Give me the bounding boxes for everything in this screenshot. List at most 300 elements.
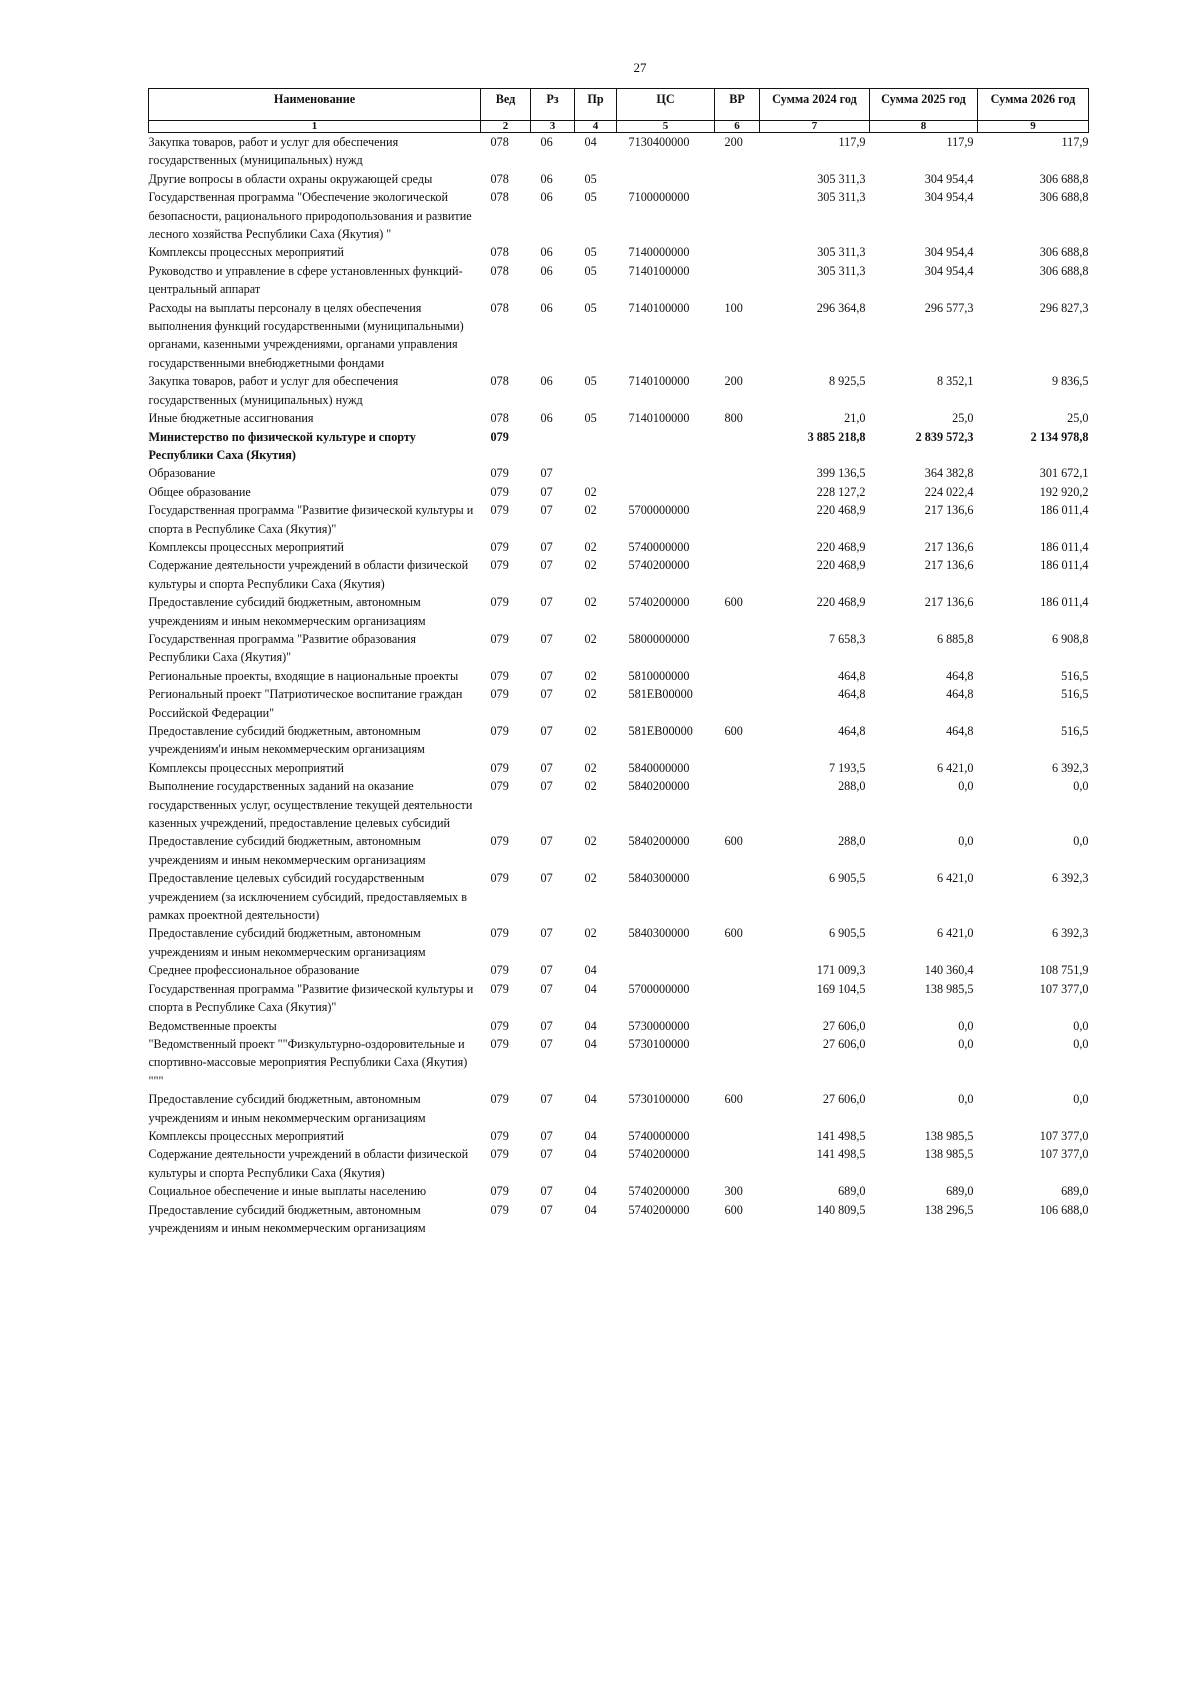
cell-sum-2026: 6 908,8 [1051, 631, 1089, 646]
cell-sum-2025: 364 382,8 [924, 466, 974, 481]
cell-sum-2025: 25,0 [952, 411, 974, 426]
table-row [149, 869, 1089, 924]
cell-cs: 5730100000 [628, 1036, 690, 1051]
header-ved: Вед [481, 89, 531, 121]
table-row [149, 1035, 1089, 1090]
cell-name: Закупка товаров, работ и услуг для обеспечения государственных (муниципальных) нужд [148, 374, 399, 407]
cell-name: Другие вопросы в области охраны окружающей среды [148, 171, 433, 186]
cell-sum-2024: 305 311,3 [817, 245, 866, 260]
cell-vr [715, 1017, 760, 1035]
budget-table [148, 88, 1089, 1237]
cell-cs: 7140000000 [628, 245, 690, 260]
budget-table-container [148, 88, 1088, 1237]
table-row [149, 538, 1089, 556]
column-number: 6 [715, 121, 760, 133]
cell-sum-2025: 304 954,4 [924, 263, 974, 278]
cell-sum-2024: 464,8 [838, 668, 866, 683]
cell-rz: 07 [540, 668, 553, 683]
header-pr: Пр [575, 89, 617, 121]
cell-cs: 5840000000 [628, 760, 690, 775]
cell-sum-2025: 464,8 [946, 668, 974, 683]
cell-name: Предоставление субсидий бюджетным, автономным учреждениям и иным некоммерческим организациям [148, 595, 426, 628]
cell-sum-2024: 228 127,2 [816, 484, 866, 499]
table-row [149, 980, 1089, 1017]
table-row [149, 961, 1089, 979]
cell-pr: 05 [584, 374, 597, 389]
cell-vr [715, 1127, 760, 1145]
cell-cs: 7140100000 [628, 374, 690, 389]
cell-pr: 02 [584, 779, 597, 794]
cell-rz: 07 [540, 1092, 553, 1107]
cell-name: Государственная программа "Развитие образования Республики Саха (Якутия)" [148, 631, 416, 665]
cell-sum-2026: 0,0 [1073, 1018, 1089, 1033]
cell-sum-2025: 140 360,4 [924, 963, 974, 978]
cell-name: Выполнение государственных заданий на оказание государственных услуг, осуществление текущей деятельности казенных учреждений, предоставление целевых субсидий [148, 779, 473, 831]
table-row [149, 188, 1089, 243]
table-row [149, 299, 1089, 373]
cell-sum-2024: 689,0 [838, 1184, 866, 1199]
cell-name: Расходы на выплаты персоналу в целях обеспечения выполнения функций государственными (муниципальными) органами, казенными учреждениями, органами управления государственными внебюджетными фондами [148, 300, 464, 370]
cell-ved: 079 [490, 1147, 509, 1162]
cell-ved: 079 [490, 871, 509, 886]
table-row [149, 722, 1089, 759]
cell-ved: 079 [490, 981, 509, 996]
cell-rz: 07 [540, 539, 553, 554]
cell-sum-2025: 138 985,5 [924, 981, 974, 996]
cell-sum-2025: 464,8 [946, 724, 974, 738]
header-cs: ЦС [617, 89, 715, 121]
cell-vr [715, 556, 760, 593]
cell-sum-2026: 306 688,8 [1039, 190, 1089, 205]
column-number: 3 [531, 121, 575, 133]
table-row [149, 170, 1089, 188]
table-header [149, 89, 1089, 133]
cell-sum-2025: 0,0 [958, 1018, 974, 1033]
cell-sum-2026: 516,5 [1061, 687, 1089, 702]
cell-pr: 04 [584, 1147, 597, 1162]
cell-ved: 078 [490, 190, 509, 205]
cell-rz: 07 [540, 1202, 553, 1217]
cell-cs [617, 428, 715, 465]
cell-rz: 06 [540, 300, 553, 315]
cell-cs: 5740200000 [628, 595, 690, 610]
table-row [149, 501, 1089, 538]
cell-pr: 02 [584, 503, 597, 518]
cell-cs: 5800000000 [628, 631, 690, 646]
cell-ved: 079 [490, 631, 509, 646]
cell-vr: 600 [724, 834, 743, 849]
cell-name: Иные бюджетные ассигнования [148, 411, 314, 426]
table-row [149, 243, 1089, 261]
cell-vr [715, 483, 760, 501]
cell-sum-2026: 516,5 [1061, 668, 1089, 683]
cell-rz: 06 [540, 263, 553, 278]
cell-ved: 078 [490, 411, 509, 426]
cell-sum-2024: 305 311,3 [817, 190, 866, 205]
cell-sum-2025: 689,0 [946, 1184, 974, 1199]
cell-sum-2026: 0,0 [1073, 834, 1089, 849]
cell-sum-2025: 138 296,5 [924, 1202, 974, 1217]
cell-ved: 079 [490, 926, 509, 941]
cell-pr: 04 [584, 1202, 597, 1217]
cell-pr: 05 [584, 190, 597, 205]
table-row [149, 483, 1089, 501]
cell-rz: 07 [540, 779, 553, 794]
cell-sum-2026: 296 827,3 [1039, 300, 1089, 315]
cell-cs: 7140100000 [628, 411, 690, 426]
cell-rz: 07 [540, 760, 553, 775]
cell-vr [715, 685, 760, 722]
cell-pr: 02 [584, 539, 597, 554]
table-body [149, 133, 1089, 1238]
cell-sum-2024: 6 905,5 [828, 871, 866, 886]
cell-pr: 04 [584, 963, 597, 978]
cell-ved: 078 [490, 374, 509, 389]
table-row [149, 832, 1089, 869]
cell-sum-2026: 306 688,8 [1039, 245, 1089, 260]
table-row [149, 593, 1089, 630]
cell-cs: 5840200000 [628, 779, 690, 794]
cell-sum-2024: 220 468,9 [816, 503, 866, 518]
cell-vr [715, 759, 760, 777]
cell-vr [715, 538, 760, 556]
cell-vr: 600 [724, 595, 743, 610]
cell-name: Государственная программа "Обеспечение экологической безопасности, рационального природопользования и развитие лесного хозяйства Республики Саха (Якутия) " [148, 190, 472, 242]
cell-cs: 5840200000 [628, 834, 690, 849]
cell-pr: 04 [584, 1128, 597, 1143]
header-name: Наименование [149, 89, 481, 121]
cell-rz: 07 [540, 1018, 553, 1033]
cell-sum-2025: 464,8 [946, 687, 974, 702]
cell-vr [715, 262, 760, 299]
table-row [149, 133, 1089, 170]
cell-vr [715, 428, 760, 465]
cell-sum-2026: 106 688,0 [1039, 1202, 1089, 1217]
cell-rz: 07 [540, 1036, 553, 1051]
cell-sum-2024: 464,8 [838, 724, 866, 738]
cell-pr: 04 [584, 135, 597, 149]
cell-vr [715, 1145, 760, 1182]
table-row [149, 409, 1089, 427]
cell-ved: 079 [490, 1092, 509, 1107]
cell-rz: 07 [540, 595, 553, 610]
cell-sum-2025: 138 985,5 [924, 1128, 974, 1143]
cell-sum-2026: 301 672,1 [1039, 466, 1089, 481]
cell-ved: 079 [490, 1018, 509, 1033]
table-row [149, 630, 1089, 667]
cell-ved: 079 [490, 1036, 509, 1051]
cell-pr: 02 [584, 871, 597, 886]
cell-vr: 100 [724, 300, 743, 315]
cell-sum-2026: 6 392,3 [1051, 926, 1089, 941]
cell-vr [715, 188, 760, 243]
cell-sum-2026: 25,0 [1067, 411, 1089, 426]
cell-name: Общее образование [148, 484, 251, 499]
cell-rz: 06 [540, 135, 553, 149]
header-sum-2025: Сумма 2025 год [870, 89, 978, 121]
cell-vr [715, 170, 760, 188]
table-row [149, 924, 1089, 961]
cell-vr [715, 501, 760, 538]
cell-rz: 06 [540, 374, 553, 389]
cell-ved: 079 [490, 466, 509, 481]
cell-ved: 079 [490, 558, 509, 573]
cell-pr: 02 [584, 558, 597, 573]
cell-name: Среднее профессиональное образование [148, 963, 360, 978]
cell-rz: 06 [540, 411, 553, 426]
cell-ved: 079 [490, 963, 509, 978]
cell-name: Предоставление субсидий бюджетным, автономным учреждениям и иным некоммерческим организациям [148, 834, 426, 867]
cell-vr: 300 [724, 1184, 743, 1199]
cell-cs: 7140100000 [628, 263, 690, 278]
cell-sum-2024: 3 885 218,8 [807, 429, 866, 444]
column-number: 9 [978, 121, 1089, 133]
cell-ved: 079 [490, 779, 509, 794]
cell-sum-2024: 21,0 [844, 411, 866, 426]
cell-cs: 5840300000 [628, 926, 690, 941]
cell-sum-2026: 2 134 978,8 [1030, 429, 1089, 444]
cell-ved: 078 [490, 135, 509, 149]
cell-ved: 078 [490, 300, 509, 315]
cell-cs: 5740200000 [628, 1147, 690, 1162]
cell-name: Руководство и управление в сфере установленных функций-центральный аппарат [148, 263, 463, 297]
table-row [149, 1201, 1089, 1238]
cell-sum-2024: 140 809,5 [816, 1202, 866, 1217]
cell-sum-2024: 399 136,5 [816, 466, 866, 481]
cell-cs: 7100000000 [628, 190, 690, 205]
cell-vr [715, 464, 760, 482]
cell-ved: 078 [490, 245, 509, 260]
cell-rz: 06 [540, 171, 553, 186]
cell-ved: 079 [490, 668, 509, 683]
cell-name: Содержание деятельности учреждений в области физической культуры и спорта Республики Саха (Якутия) [148, 558, 469, 591]
cell-vr [715, 630, 760, 667]
cell-rz: 07 [540, 834, 553, 849]
cell-pr: 04 [584, 1036, 597, 1051]
cell-pr: 05 [584, 300, 597, 315]
cell-sum-2026: 186 011,4 [1040, 503, 1089, 518]
cell-name: Комплексы процессных мероприятий [148, 1128, 344, 1143]
cell-rz: 07 [540, 926, 553, 941]
cell-name: Министерство по физической культуре и спорту Республики Саха (Якутия) [148, 429, 416, 462]
cell-sum-2024: 27 606,0 [822, 1036, 866, 1051]
cell-sum-2026: 516,5 [1061, 724, 1089, 738]
cell-pr: 02 [584, 724, 597, 738]
cell-sum-2025: 224 022,4 [924, 484, 974, 499]
cell-rz: 07 [540, 631, 553, 646]
cell-cs: 581EB00000 [628, 724, 693, 738]
cell-sum-2026: 107 377,0 [1039, 981, 1089, 996]
cell-sum-2025: 0,0 [958, 1036, 974, 1051]
cell-name: Региональный проект "Патриотическое воспитание граждан Российской Федерации" [148, 687, 463, 720]
cell-rz: 07 [540, 466, 553, 481]
table-row [149, 1017, 1089, 1035]
cell-vr [715, 1035, 760, 1090]
table-row [149, 1145, 1089, 1182]
cell-sum-2025: 8 352,1 [936, 374, 974, 389]
cell-ved: 078 [490, 171, 509, 186]
cell-ved: 079 [490, 834, 509, 849]
table-row [149, 262, 1089, 299]
cell-cs: 5810000000 [628, 668, 690, 683]
cell-name: Государственная программа "Развитие физической культуры и спорта в Республике Саха (Якутия)" [148, 981, 474, 1015]
cell-ved: 079 [490, 760, 509, 775]
cell-pr: 04 [584, 1184, 597, 1199]
cell-sum-2025: 138 985,5 [924, 1147, 974, 1162]
cell-cs: 5700000000 [628, 981, 690, 996]
cell-ved: 079 [490, 1128, 509, 1143]
header-sum-2026: Сумма 2026 год [978, 89, 1089, 121]
cell-sum-2024: 7 193,5 [828, 760, 866, 775]
column-number: 8 [870, 121, 978, 133]
cell-name: Ведомственные проекты [148, 1018, 277, 1033]
cell-sum-2024: 117,9 [838, 135, 866, 149]
cell-vr [715, 667, 760, 685]
cell-rz: 07 [540, 503, 553, 518]
cell-sum-2025: 304 954,4 [924, 190, 974, 205]
cell-sum-2025: 117,9 [946, 135, 974, 149]
cell-rz: 07 [540, 1147, 553, 1162]
column-number: 7 [760, 121, 870, 133]
cell-sum-2026: 0,0 [1073, 1092, 1089, 1107]
cell-vr: 800 [724, 411, 743, 426]
header-sum-2024: Сумма 2024 год [760, 89, 870, 121]
cell-vr: 200 [724, 374, 743, 389]
cell-ved: 078 [490, 263, 509, 278]
cell-name: Социальное обеспечение и иные выплаты населению [148, 1184, 427, 1199]
cell-sum-2025: 6 421,0 [936, 926, 974, 941]
cell-ved: 079 [490, 539, 509, 554]
cell-sum-2026: 186 011,4 [1040, 595, 1089, 610]
cell-sum-2025: 6 421,0 [936, 760, 974, 775]
cell-name: Содержание деятельности учреждений в области физической культуры и спорта Республики Саха (Якутия) [148, 1147, 469, 1180]
cell-pr: 02 [584, 760, 597, 775]
table-row [149, 1182, 1089, 1200]
cell-cs: 5740200000 [628, 1184, 690, 1199]
cell-cs: 5740000000 [628, 1128, 690, 1143]
cell-rz: 07 [540, 724, 553, 738]
cell-pr: 02 [584, 631, 597, 646]
cell-sum-2025: 0,0 [958, 834, 974, 849]
cell-rz: 07 [540, 981, 553, 996]
cell-rz: 07 [540, 687, 553, 702]
cell-sum-2024: 27 606,0 [822, 1092, 866, 1107]
header-rz: Рз [531, 89, 575, 121]
cell-vr: 600 [724, 1092, 743, 1107]
cell-sum-2025: 6 885,8 [936, 631, 974, 646]
cell-ved: 079 [490, 484, 509, 499]
cell-name: Комплексы процессных мероприятий [148, 539, 344, 554]
cell-pr: 02 [584, 484, 597, 499]
cell-sum-2025: 304 954,4 [924, 245, 974, 260]
cell-rz: 06 [540, 190, 553, 205]
cell-ved: 079 [490, 1202, 509, 1217]
table-row [149, 1127, 1089, 1145]
cell-sum-2024: 171 009,3 [816, 963, 866, 978]
table-row [149, 685, 1089, 722]
cell-vr: 600 [724, 724, 743, 738]
cell-sum-2025: 217 136,6 [924, 558, 974, 573]
cell-sum-2025: 217 136,6 [924, 539, 974, 554]
cell-sum-2025: 6 421,0 [936, 871, 974, 886]
cell-name: Государственная программа "Развитие физической культуры и спорта в Республике Саха (Якутия)" [148, 503, 474, 536]
cell-pr: 05 [584, 263, 597, 278]
cell-pr: 02 [584, 834, 597, 849]
cell-sum-2024: 141 498,5 [816, 1147, 866, 1162]
cell-sum-2024: 464,8 [838, 687, 866, 702]
cell-pr: 02 [584, 687, 597, 702]
column-number: 1 [149, 121, 481, 133]
cell-name: Региональные проекты, входящие в национальные проекты [148, 668, 459, 683]
cell-sum-2024: 7 658,3 [828, 631, 866, 646]
cell-sum-2026: 107 377,0 [1039, 1128, 1089, 1143]
cell-ved: 079 [490, 724, 509, 738]
cell-sum-2026: 306 688,8 [1039, 263, 1089, 278]
cell-cs: 7130400000 [628, 135, 690, 149]
column-number: 2 [481, 121, 531, 133]
cell-sum-2025: 0,0 [958, 1092, 974, 1107]
cell-sum-2024: 27 606,0 [822, 1018, 866, 1033]
cell-vr [715, 777, 760, 832]
column-number: 5 [617, 121, 715, 133]
cell-sum-2026: 9 836,5 [1051, 374, 1089, 389]
cell-sum-2024: 141 498,5 [816, 1128, 866, 1143]
cell-name: Предоставление целевых субсидий государственным учреждением (за исключением субсидий, предоставляемых в рамках проектной деятельности) [148, 871, 468, 923]
table-row [149, 759, 1089, 777]
cell-rz: 07 [540, 871, 553, 886]
cell-cs: 5740000000 [628, 539, 690, 554]
cell-sum-2026: 107 377,0 [1039, 1147, 1089, 1162]
cell-ved: 079 [490, 429, 509, 444]
cell-name: Предоставление субсидий бюджетным, автономным учреждениям'и иным некоммерческим организациям [148, 724, 425, 757]
cell-sum-2025: 296 577,3 [924, 300, 974, 315]
cell-sum-2024: 220 468,9 [816, 558, 866, 573]
cell-sum-2025: 217 136,6 [924, 503, 974, 518]
cell-sum-2025: 0,0 [958, 779, 974, 794]
cell-name: Комплексы процессных мероприятий [148, 245, 344, 260]
cell-sum-2025: 217 136,6 [924, 595, 974, 610]
cell-vr: 600 [724, 926, 743, 941]
cell-pr: 04 [584, 981, 597, 996]
cell-cs: 5730000000 [628, 1018, 690, 1033]
cell-vr [715, 869, 760, 924]
cell-sum-2026: 186 011,4 [1040, 539, 1089, 554]
cell-sum-2026: 306 688,8 [1039, 171, 1089, 186]
cell-cs: 5740200000 [628, 558, 690, 573]
cell-name: Комплексы процессных мероприятий [148, 760, 344, 775]
cell-sum-2024: 288,0 [838, 779, 866, 794]
cell-name: "Ведомственный проект ""Физкультурно-оздоровительные и спортивно-массовые мероприятия Республики Саха (Якутия) """ [148, 1036, 468, 1088]
cell-ved: 079 [490, 503, 509, 518]
cell-sum-2024: 8 925,5 [828, 374, 866, 389]
cell-name: Предоставление субсидий бюджетным, автономным учреждениям и иным некоммерческим организациям [148, 1202, 426, 1235]
cell-cs: 7140100000 [628, 300, 690, 315]
cell-rz: 07 [540, 558, 553, 573]
cell-sum-2026: 192 920,2 [1039, 484, 1089, 499]
cell-sum-2026: 6 392,3 [1051, 871, 1089, 886]
cell-sum-2025: 2 839 572,3 [915, 429, 974, 444]
cell-sum-2026: 689,0 [1061, 1184, 1089, 1199]
cell-pr: 05 [584, 245, 597, 260]
cell-sum-2024: 169 104,5 [816, 981, 866, 996]
cell-rz: 07 [540, 484, 553, 499]
cell-name: Закупка товаров, работ и услуг для обеспечения государственных (муниципальных) нужд [148, 135, 399, 168]
table-row [149, 372, 1089, 409]
cell-pr: 02 [584, 668, 597, 683]
cell-pr: 05 [584, 171, 597, 186]
cell-cs [617, 961, 715, 979]
cell-cs: 581EB00000 [628, 687, 693, 702]
